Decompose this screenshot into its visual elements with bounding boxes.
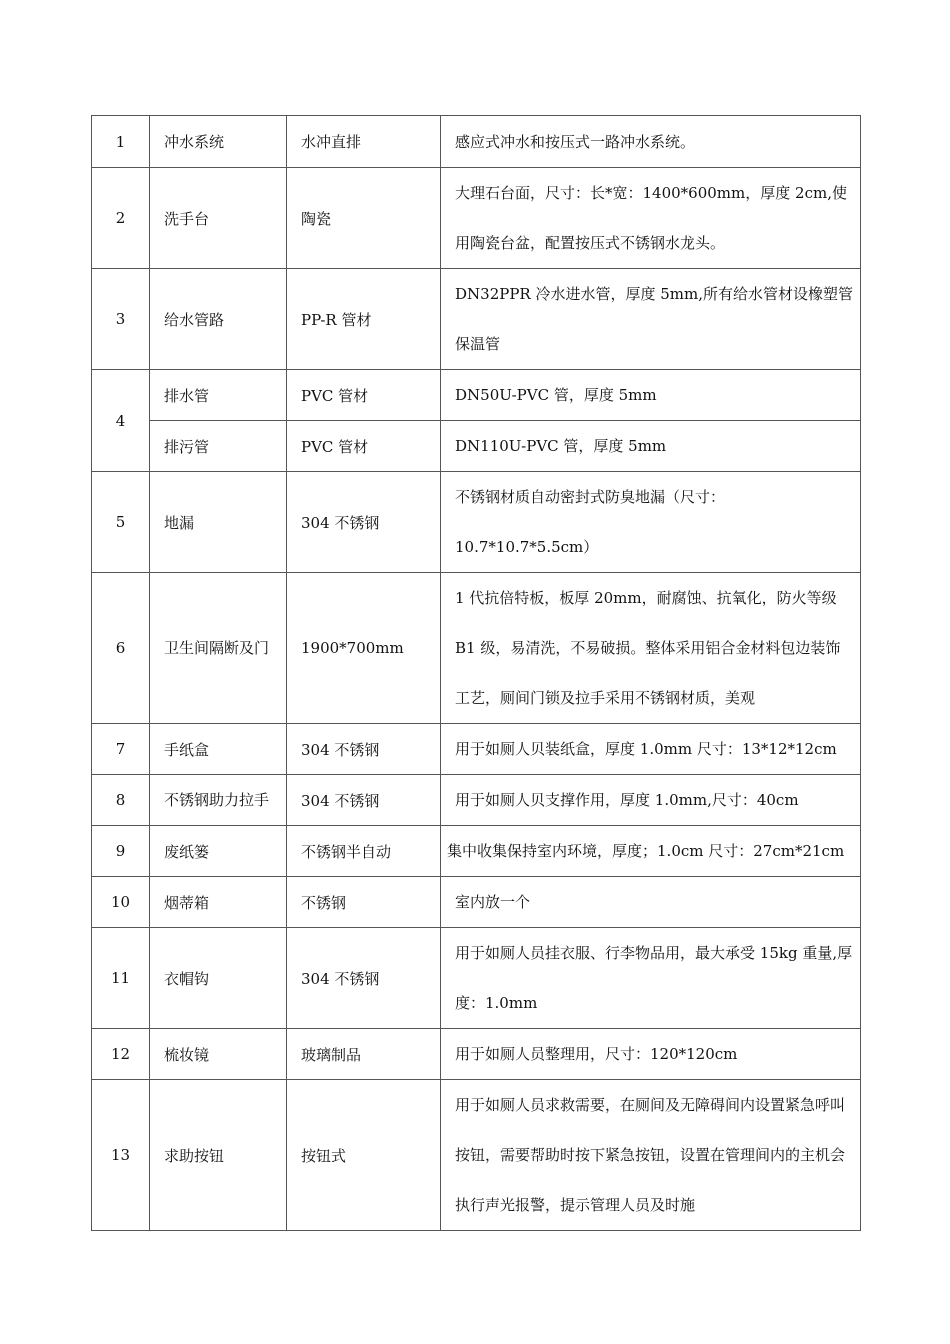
table-row: [92, 116, 861, 168]
item-description: 1 代抗倍特板，板厚 20mm，耐腐蚀、抗氧化，防火等级 B1 级，易清洗，不易破损。整体采用铝合金材料包边装饰工艺，厕间门锁及拉手采用不锈钢材质，美观: [441, 573, 861, 724]
item-description: 用于如厕人员挂衣服、行李物品用，最大承受 15kg 重量,厚度：1.0mm: [441, 928, 861, 1029]
item-name: 洗手台: [150, 168, 287, 269]
table-row: [92, 421, 861, 472]
item-material: 玻璃制品: [287, 1029, 441, 1080]
item-name: 手纸盒: [150, 724, 287, 775]
item-description: 室内放一个: [441, 877, 861, 928]
table-row: [92, 1029, 861, 1080]
row-number: 6: [92, 573, 150, 724]
table-row: [92, 826, 861, 877]
item-name: 烟蒂箱: [150, 877, 287, 928]
item-material: PVC 管材: [287, 421, 441, 472]
item-description: 感应式冲水和按压式一路冲水系统。: [441, 116, 861, 168]
table-row: [92, 775, 861, 826]
item-description: DN50U-PVC 管，厚度 5mm: [441, 370, 861, 421]
table-row: [92, 1080, 861, 1231]
item-description: 集中收集保持室内环境，厚度；1.0cm 尺寸：27cm*21cm: [447, 841, 845, 860]
item-name: 卫生间隔断及门: [164, 638, 270, 657]
item-material: 按钮式: [287, 1080, 441, 1231]
row-number: 5: [92, 472, 150, 573]
item-material: 304 不锈钢: [287, 472, 441, 573]
table-row: [92, 472, 861, 573]
item-description: 用于如厕人员整理用，尺寸：120*120cm: [441, 1029, 861, 1080]
row-number: 13: [92, 1080, 150, 1231]
item-name: 排污管: [150, 421, 287, 472]
item-material: 水冲直排: [287, 116, 441, 168]
row-number: 3: [92, 269, 150, 370]
item-material: 304 不锈钢: [287, 775, 441, 826]
item-material: PP-R 管材: [287, 269, 441, 370]
item-description: DN110U-PVC 管，厚度 5mm: [441, 421, 861, 472]
item-description: 大理石台面，尺寸：长*宽：1400*600mm，厚度 2cm,使用陶瓷台盆，配置按压式不锈钢水龙头。: [441, 168, 861, 269]
item-name: 梳妆镜: [150, 1029, 287, 1080]
item-name: 求助按钮: [150, 1080, 287, 1231]
row-number: 9: [92, 826, 150, 877]
item-description: 用于如厕人贝支撑作用，厚度 1.0mm,尺寸：40cm: [441, 775, 861, 826]
row-number: 10: [92, 877, 150, 928]
item-material: PVC 管材: [287, 370, 441, 421]
table-row: [92, 928, 861, 1029]
item-material: 陶瓷: [287, 168, 441, 269]
item-name: 衣帽钩: [150, 928, 287, 1029]
table-row: [92, 573, 861, 724]
table-row: [92, 269, 861, 370]
item-material: 1900*700mm: [287, 573, 441, 724]
table-row: [92, 877, 861, 928]
item-material: 不锈钢: [287, 877, 441, 928]
item-name: 给水管路: [150, 269, 287, 370]
table-row: [92, 370, 861, 421]
row-number: 12: [92, 1029, 150, 1080]
item-name: 不锈钢助力拉手: [164, 790, 270, 809]
table-row: [92, 168, 861, 269]
row-number: 4: [92, 370, 150, 472]
item-name: 冲水系统: [150, 116, 287, 168]
row-number: 7: [92, 724, 150, 775]
item-description: 用于如厕人员求救需要，在厕间及无障碍间内设置紧急呼叫按钮，需要帮助时按下紧急按钮，设置在管理间内的主机会执行声光报警，提示管理人员及时施: [441, 1080, 861, 1231]
table-row: [92, 724, 861, 775]
item-description: 不锈钢材质自动密封式防臭地漏（尺寸：10.7*10.7*5.5cm）: [441, 472, 861, 573]
item-material: 不锈钢半自动: [287, 826, 441, 877]
item-description: 用于如厕人贝装纸盒，厚度 1.0mm 尺寸：13*12*12cm: [441, 724, 861, 775]
equipment-spec-table: [91, 115, 861, 1231]
item-material: 304 不锈钢: [287, 928, 441, 1029]
row-number: 11: [92, 928, 150, 1029]
item-name: 地漏: [150, 472, 287, 573]
row-number: 2: [92, 168, 150, 269]
item-material: 304 不锈钢: [287, 724, 441, 775]
item-name: 排水管: [150, 370, 287, 421]
row-number: 8: [92, 775, 150, 826]
item-description: DN32PPR 冷水进水管，厚度 5mm,所有给水管材设橡塑管保温管: [441, 269, 861, 370]
item-name: 废纸篓: [150, 826, 287, 877]
row-number: 1: [92, 116, 150, 168]
